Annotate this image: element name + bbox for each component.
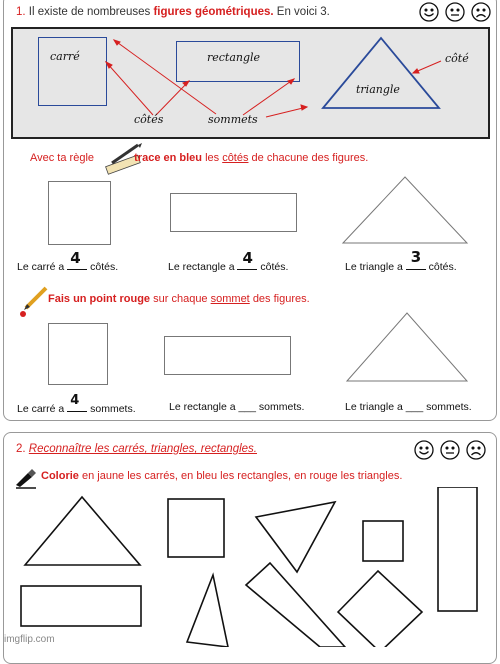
triangle-shape-row1: [340, 174, 470, 246]
inst2-mid: sur chaque: [153, 293, 208, 305]
inst3-bold: Colorie: [41, 470, 79, 482]
triangle-shape-row2: [344, 310, 470, 384]
inst1-end: de chacune des figures.: [251, 152, 369, 164]
hand-writing-icon: [14, 467, 38, 489]
smiley-rating-top: [418, 1, 498, 23]
pencil-icon: [18, 284, 52, 318]
triangle-shape-c: [187, 575, 228, 647]
triangle-figure: [323, 38, 439, 108]
sommets-label: sommets: [208, 113, 258, 126]
pointer-arrows: [106, 40, 441, 117]
square-shape-a: [168, 499, 224, 557]
exercise-number: 2.: [16, 443, 26, 455]
caption-rectangle-cotes: [168, 249, 289, 273]
caption-end: côtés.: [260, 261, 289, 273]
smiley-neutral-icon: [441, 441, 459, 459]
instruction-red-dot: [48, 293, 310, 305]
caption-end: côtés.: [428, 261, 457, 273]
inst3-rest: en jaune les carrés, en bleu les rectangles, en rouge les triangles.: [81, 470, 403, 482]
inst1-mid: les: [205, 152, 220, 164]
inst1-bold: trace en bleu: [134, 152, 202, 164]
caption-text: Le triangle a: [345, 261, 403, 273]
cote-label: côté: [445, 52, 469, 65]
inst1-underlined: côtés: [222, 152, 249, 164]
inst2-bold: Fais un point rouge: [48, 293, 151, 305]
smiley-sad-icon: [472, 3, 490, 21]
caption-rectangle-sommets: Le rectangle a ___ sommets.: [169, 401, 305, 413]
title-bold: figures géométriques.: [153, 6, 274, 18]
square-shape-row1: [48, 181, 111, 245]
rectangle-shape-tilted: [246, 563, 345, 647]
answer-rectangle-cotes: 4: [242, 249, 252, 267]
caption-end: côtés.: [90, 261, 119, 273]
caption-triangle-sommets: Le triangle a ___ sommets.: [345, 401, 472, 413]
rectangle-shape-wide: [21, 586, 141, 626]
smiley-neutral-icon: [446, 3, 464, 21]
caption-triangle-cotes: [345, 248, 457, 273]
shapes-to-color: [0, 487, 500, 647]
rectangle-shape-row1: [170, 193, 297, 232]
cotes-label: côtés: [134, 113, 164, 126]
carre-label: carré: [50, 50, 80, 63]
rectangle-shape-row2: [164, 336, 291, 375]
triangle-shape-a: [25, 497, 140, 565]
exercise-1-title: [16, 6, 330, 18]
rectangle-label: rectangle: [207, 51, 261, 64]
caption-carre-sommets: [17, 393, 136, 415]
title-end: En voici 3.: [276, 6, 330, 18]
smiley-happy-icon: [420, 3, 438, 21]
caption-text: Le rectangle a: [168, 261, 235, 273]
square-shape-row2: [48, 323, 108, 385]
square-shape-tilted: [338, 571, 422, 647]
rectangle-shape-tall: [438, 487, 477, 611]
inst2-underlined: sommet: [210, 293, 250, 305]
answer-triangle-cotes: 3: [410, 248, 421, 266]
smiley-happy-icon: [415, 441, 433, 459]
caption-carre-cotes: [17, 249, 119, 273]
footer-watermark: imgflip.com: [4, 634, 55, 645]
smiley-rating-bottom: [413, 439, 493, 461]
smiley-sad-icon: [467, 441, 485, 459]
inst2-end: des figures.: [252, 293, 310, 305]
exercise-number: 1.: [16, 6, 26, 18]
instruction-trace-blue: [30, 152, 368, 164]
triangle-shape-b: [256, 502, 335, 572]
instruction-colorie: [41, 470, 402, 482]
inst1-start: Avec ta règle: [30, 152, 95, 164]
square-shape-b: [363, 521, 403, 561]
triangle-label: triangle: [356, 83, 400, 96]
caption-text: Le carré a: [17, 403, 65, 415]
answer-carre-cotes: 4: [70, 249, 80, 267]
caption-end: sommets.: [90, 403, 136, 415]
title-text: Il existe de nombreuses: [28, 6, 151, 18]
exercise-2-title: [16, 443, 257, 455]
answer-carre-sommets: 4: [70, 393, 79, 408]
exercise-2-title-text: Reconnaître les carrés, triangles, rectangles.: [28, 443, 257, 455]
caption-text: Le carré a: [17, 261, 65, 273]
